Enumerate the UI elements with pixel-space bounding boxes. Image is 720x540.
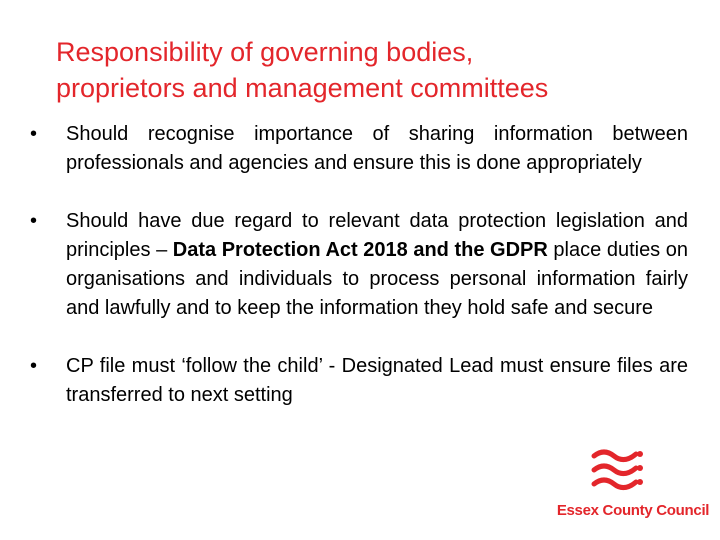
council-name: Essex County Council <box>556 502 710 519</box>
bullet-list <box>30 120 688 439</box>
council-logo <box>548 446 718 536</box>
essex-seaxes-icon <box>588 446 648 498</box>
bullet-text: Should have due regard to relevant data protection legislation and principles – <box>66 210 688 261</box>
bullet-text: place duties on organisations and individuals to process personal information fairly and lawfully and to keep the information they hold safe and secure <box>66 239 689 319</box>
title-line-1: Responsibility of governing bodies, <box>56 37 474 67</box>
bullet-text: Should recognise importance of sharing information between professionals and agencies and ensure this is done appropriately <box>66 123 688 174</box>
title-line-2: proprietors and management committees <box>56 73 549 103</box>
bullet-text: CP file must ‘follow the child’ - Designated Lead must ensure files are transferred to next setting <box>66 355 688 406</box>
bullet-item <box>30 352 688 410</box>
bullet-marker: • <box>30 123 38 145</box>
bullet-marker: • <box>30 355 38 377</box>
bullet-bold-text: Data Protection Act 2018 and the GDPR <box>172 239 548 261</box>
bullet-item <box>30 120 688 178</box>
bullet-item <box>30 207 688 323</box>
bullet-marker: • <box>30 210 38 232</box>
slide-title <box>56 34 676 106</box>
